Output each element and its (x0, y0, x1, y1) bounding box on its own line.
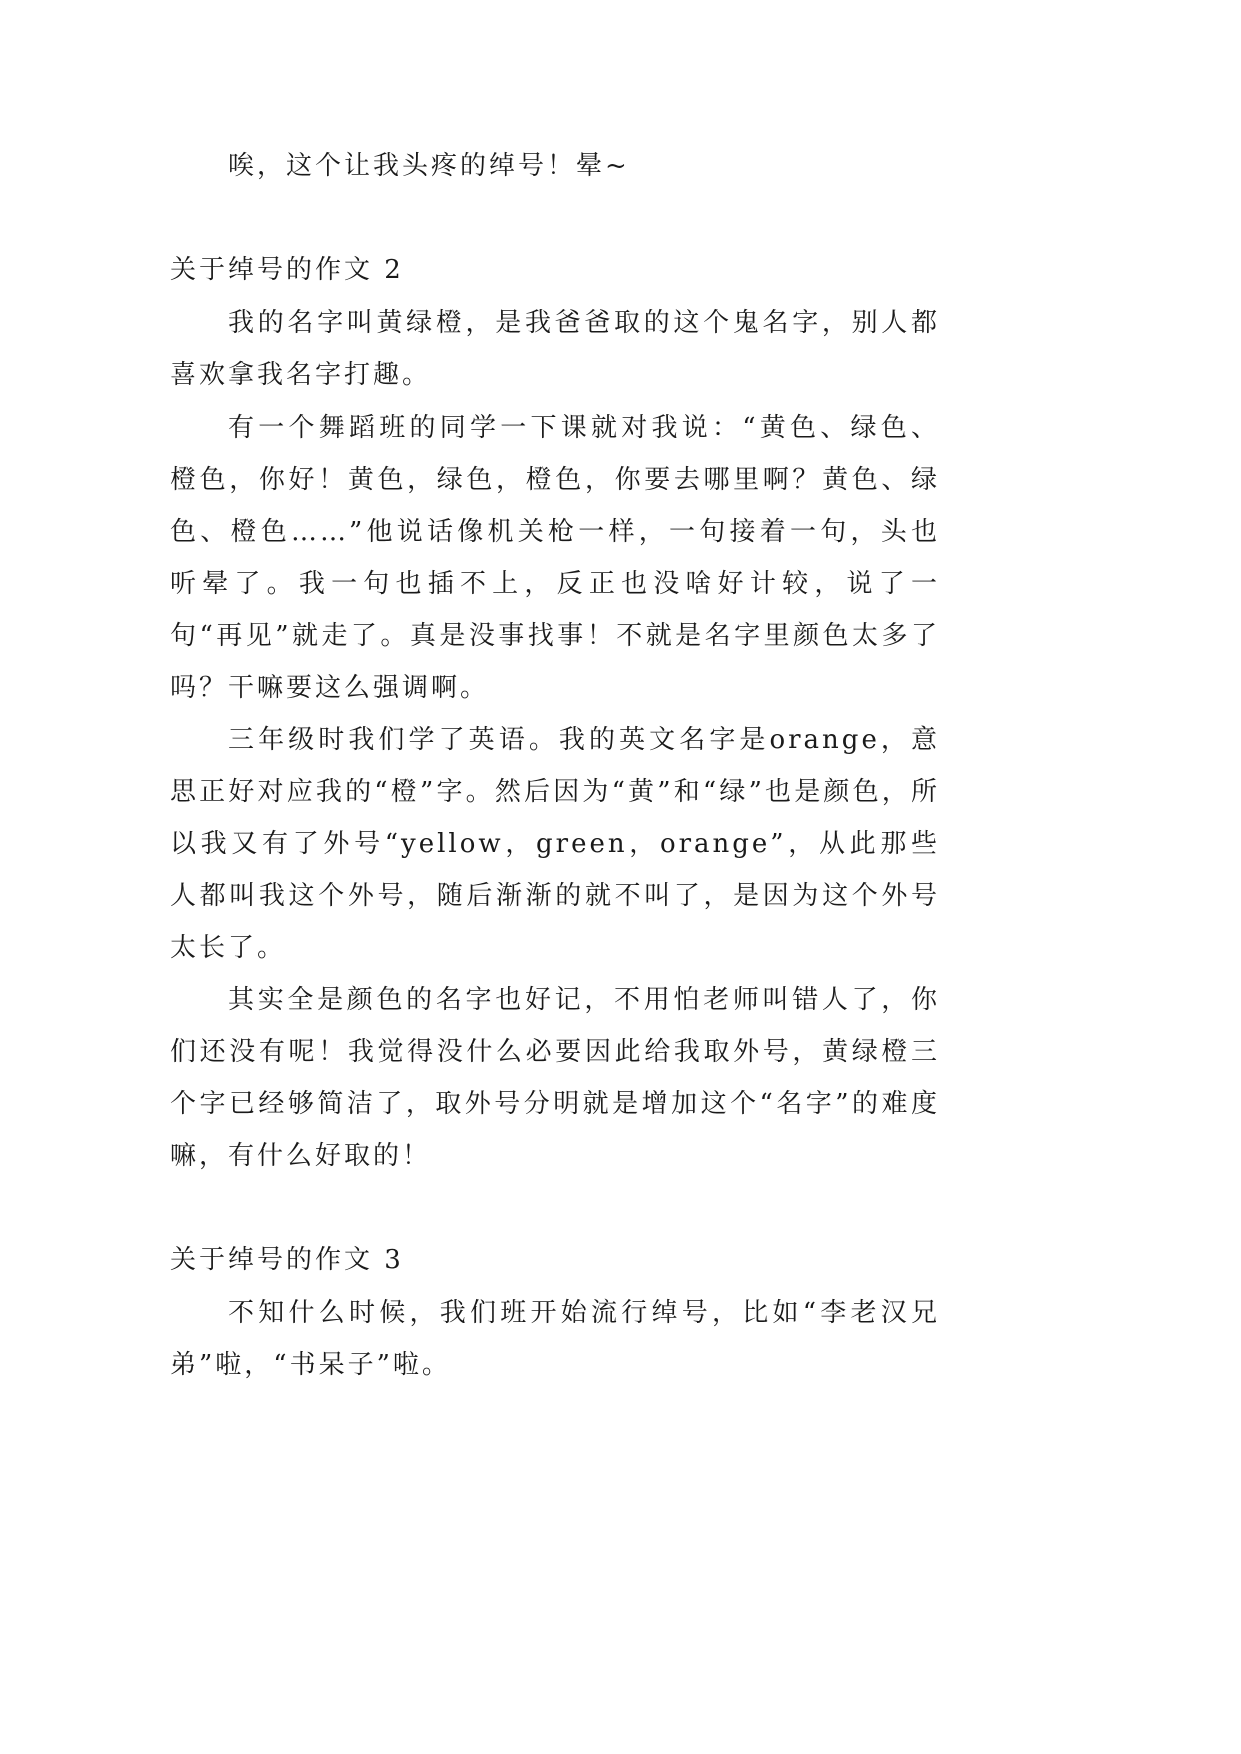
essay1-closing-paragraph: 唉，这个让我头疼的绰号！晕~ (228, 151, 630, 181)
essay2-paragraph-3: 三年级时我们学了英语。我的英文名字是orange，意思正好对应我的“橙”字。然后因为“黄”和“绿”也是颜色，所以我又有了外号“yellow，green，orange”，从此那些人都叫我这个外号，随后渐渐的就不叫了，是因为这个外号太长了。 (170, 725, 940, 963)
essay2-paragraph-2: 有一个舞蹈班的同学一下课就对我说：“黄色、绿色、橙色，你好！黄色，绿色，橙色，你要去哪里啊？黄色、绿色、橙色……”他说话像机关枪一样，一句接着一句，头也听晕了。我一句也插不上，反正也没啥好计较，说了一句“再见”就走了。真是没事找事！不就是名字里颜色太多了吗？干嘛要这么强调啊。 (170, 413, 940, 703)
essay2-paragraph-1: 我的名字叫黄绿橙，是我爸爸取的这个鬼名字，别人都喜欢拿我名字打趣。 (170, 308, 940, 390)
essay2-title: 关于绰号的作文 2 (170, 255, 404, 285)
essay2-paragraph-4: 其实全是颜色的名字也好记，不用怕老师叫错人了，你们还没有呢！我觉得没什么必要因此给我取外号，黄绿橙三个字已经够简洁了，取外号分明就是增加这个“名字”的难度嘛，有什么好取的！ (170, 985, 940, 1171)
essay3-title: 关于绰号的作文 3 (170, 1245, 404, 1275)
essay3-paragraph-1: 不知什么时候，我们班开始流行绰号，比如“李老汉兄弟”啦，“书呆子”啦。 (170, 1298, 940, 1380)
